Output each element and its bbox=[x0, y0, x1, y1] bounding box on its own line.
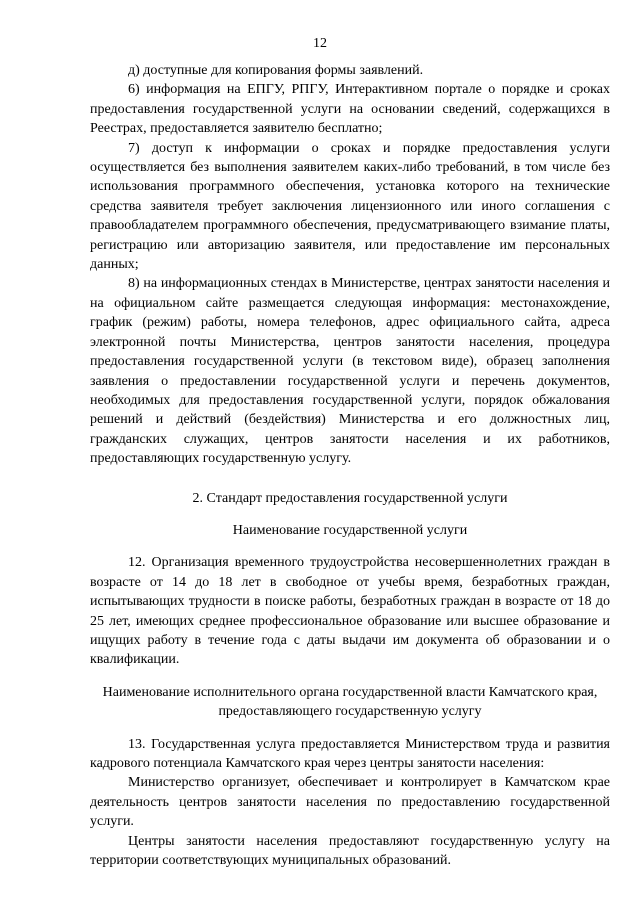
body-text bbox=[90, 61, 610, 870]
list-item-6: 6) информация на ЕПГУ, РПГУ, Интерактивном портале о порядке и сроках предоставления государственной услуги на основании сведений, содержащихся в Реестрах, предоставляется заявителю бесплатно; bbox=[90, 82, 610, 137]
paragraph-centers: Центры занятости населения предоставляют государственную услугу на территории соответствующих муниципальных образований. bbox=[90, 833, 610, 869]
list-item-8: 8) на информационных стендах в Министерстве, центрах занятости населения и на официальном сайте размещается следующая информация: местонахождение, график (режим) работы, номера телефонов, адрес официального сайта, адреса электронной почты Министерства, центров занятости населения, процедура предоставления государственной услуги (в текстовом виде), образец заполнения заявления о предоставлении государственной услуги и перечень документов, необходимых для предоставления государственной услуги, порядок обжалования решений и действий (бездействия) Министерства и его должностных лиц, гражданских служащих, центров занятости населения и их работников, предоставляющих государственную услугу. bbox=[90, 276, 610, 467]
subheading-service-name: Наименование государственной услуги bbox=[232, 522, 468, 538]
paragraph-ministry: Министерство организует, обеспечивает и контролирует в Камчатском крае деятельность центров занятости населения по предоставлению государственной услуги. bbox=[90, 775, 610, 830]
paragraph-12: 12. Организация временного трудоустройства несовершеннолетних граждан в возрасте от 14 до 18 лет в свободное от учебы время, безработных граждан, испытывающих трудности в поиске работы, безработных граждан в возрасте от 18 до 25 лет, имеющих среднее профессиональное образование или высшее образование и ищущих работу в течение года с даты выдачи им документа об образовании и о квалификации. bbox=[90, 555, 610, 668]
page-number: 12 bbox=[313, 36, 327, 51]
list-item-d: д) доступные для копирования формы заявлений. bbox=[128, 63, 424, 78]
paragraph-13: 13. Государственная услуга предоставляется Министерством труда и развития кадрового потенциала Камчатского края через центры занятости населения: bbox=[90, 736, 610, 771]
list-item-7: 7) доступ к информации о сроках и порядке предоставления услуги осуществляется без выполнения заявителем каких-либо требований, в том числе без использования программного обеспечения, установка которого на технические средства заявителя требует заключения лицензионного или иного соглашения с правообладателем программного обеспечения, предусматривающего взимание платы, регистрацию или авторизацию заявителя, или предоставление им персональных данных; bbox=[90, 140, 610, 273]
section-heading: 2. Стандарт предоставления государственной услуги bbox=[192, 490, 508, 506]
subheading-executive-body: Наименование исполнительного органа государственной власти Камчатского края, предоставляющего государственную услугу bbox=[102, 684, 598, 720]
